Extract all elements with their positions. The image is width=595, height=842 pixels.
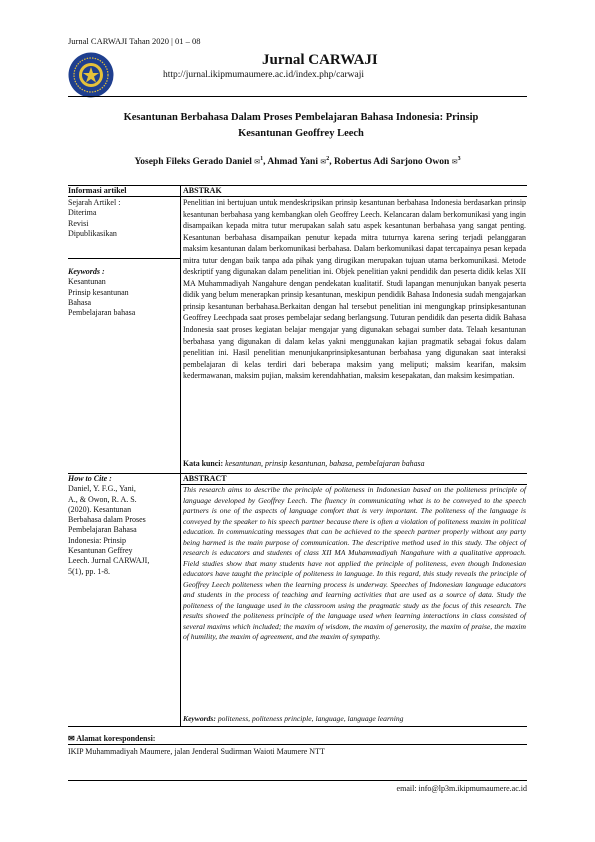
keywords-heading: Keywords : bbox=[68, 267, 105, 276]
kata-kunci-label: Kata kunci: bbox=[183, 459, 224, 468]
author-name: Yoseph Fileks Gerado Daniel bbox=[134, 157, 252, 168]
history-item: Dipublikasikan bbox=[68, 228, 117, 238]
kata-kunci bbox=[183, 459, 526, 468]
abstrak-text: Penelitian ini bertujuan untuk mendeskripsikan prinsip kesantunan berbahasa Indonesia berdasarkan prinsip kesantunan berbahasa yang kembangkan oleh Geoffrey Leech. Kelancaran dalam berkomunikasi yang ingin disampaikan kepada mitra tutur merupakan salah satu aspek kesantunan berbahasa yang sangat penting. Kesantunan berbahasa disampaikan penutur kepada mitra tuturnya karena sering terjadi pelanggaran maksim kesantunan dalam berkomunikasi berbahasa. Dalam berkomunikasi dapat tercapainya pesan kepada mitra tutur dengan baik tanpa ada pihak yang dirugikan merupakan tujuan utama berkomunikasi. Metode deskriptif yang digunakan dalam penelitian ini. Objek penelitian yakni pendidik dan peserta didik kelas XII MA Muhammadiyah Nangahure dengan pendekatan kualitatif. Studi lapangan menunjukan banyak peserta didik yang belum menerapkan prinsip kesantunan, meskipun pendidik Bahasa Indonesia sudah mengajarkan prinsip kesantunan berbahasa.Berkaitan dengan hal tersebut penelitian ini mengungkap prinsipkesantunan Geoffrey Leechpada saat proses pembelajar sedang berlangsung. Tuturan pendidik dan peserta didik Bahasa Indonesia saat proses kegiatan belajar mengajar yang digunakan sebagai sumber data. Telaah kesantunan berbahasa yang digunakan di dalam kelas yakni menggunakan kajian pragmatik sebagai fokus dalam penelitian ini. Hasil penelitian menunjukanprinsipkesantunan berbahasa yang digunakan saat interaksi pembelajaran di kelas terdiri dari beberapa maksim yang meliputi; maksim kearifan, maksim kedermawanan, maksim pujian, maksim kerendahhatian, maksim kesepakatan, dan maksim kesimpatian. bbox=[183, 198, 526, 381]
keyword-item: Prinsip kesantunan bbox=[68, 287, 129, 297]
abstract-text: This research aims to describe the principle of politeness in Indonesian based on the politeness principle of language developed by Geoffrey Leech. The fluency in communicating what is to be conveyed to the speech partners is one of the aspects of language comfort that is very important. The politeness of the language is conveyed by the speaker to his speech partner because there is often a violation of politeness maxim in political education. In communicating messages that can be achieved to the speech partner properly without any party being harmed is the main purpose of communication. The descriptive method used in this study. The object of research is educators and students of class XII MA Muhammadiyah Nangahure with a qualitative approach. Field studies show that many students have not applied the principle of politeness, even though Indonesian educators have taught the principle of politeness in language. In this regard, this study reveals the principle of Geoffrey Leech politeness when the learning process is underway. Speeches of Indonesian language educators and students in the process of teaching and learning activities that are used as a source of data. Study the politeness of the language used in the classroom using the pragmatic study as the focus of this research. The results showed the politeness principle of the language used when learning interactions in class consisted of several maxims which included; the maxim of wisdom, the maxim of generosity, the maxim of praise, the maxim of humility, the maxim of agreement, and the maxim of sympathy. bbox=[183, 485, 526, 641]
how-to-cite-heading: How to Cite : bbox=[68, 474, 112, 483]
journal-url[interactable]: http://jurnal.ikipmumaumere.ac.id/index.php/carwaji bbox=[163, 70, 365, 80]
author-name: Robertus Adi Sarjono Owon bbox=[333, 157, 450, 168]
keyword-item: Bahasa bbox=[68, 297, 92, 307]
envelope-icon: ✉ bbox=[451, 158, 458, 167]
correspondence-heading-row bbox=[68, 734, 155, 743]
keywords-en bbox=[183, 714, 526, 723]
author-separator: , bbox=[329, 157, 334, 168]
title-line-1: Kesantunan Berbahasa Dalam Proses Pembelajaran Bahasa Indonesia: Prinsip bbox=[123, 112, 479, 123]
footer-rule bbox=[68, 780, 527, 781]
keywords-en-label: Keywords: bbox=[183, 714, 216, 723]
journal-title: Jurnal CARWAJI bbox=[262, 52, 378, 68]
how-to-cite bbox=[68, 474, 176, 577]
cite-line: Kesantunan Geffrey bbox=[68, 546, 133, 556]
cite-line: Indonesia: Prinsip bbox=[68, 535, 126, 545]
header-rule bbox=[68, 96, 527, 97]
table-top-rule bbox=[68, 185, 527, 186]
title-line-2: Kesantunan Geoffrey Leech bbox=[238, 128, 364, 139]
contact-email[interactable]: email: info@lp3m.ikipmumaumere.ac.id bbox=[396, 784, 527, 793]
cite-line: Leech. Jurnal CARWAJI, bbox=[68, 556, 150, 566]
author-affiliation: 3 bbox=[457, 156, 461, 162]
article-title bbox=[96, 110, 506, 142]
correspondence-rule bbox=[68, 744, 527, 745]
keywords-en-text: politeness, politeness principle, language, language learning bbox=[217, 714, 404, 723]
author-name: Ahmad Yani bbox=[267, 157, 318, 168]
abstract-heading: ABSTRACT bbox=[183, 474, 227, 483]
left-divider-rule bbox=[68, 258, 180, 259]
abstrak-heading: ABSTRAK bbox=[183, 186, 222, 195]
history-item: Revisi bbox=[68, 218, 89, 228]
keywords-block bbox=[68, 267, 176, 318]
keyword-item: Kesantunan bbox=[68, 277, 106, 287]
cite-line: A., & Owon, R. A. S. bbox=[68, 494, 137, 504]
correspondence-address: IKIP Muhammadiyah Maumere, jalan Jenderal Sudirman Waioti Maumere NTT bbox=[68, 747, 325, 756]
author-affiliation: 1 bbox=[260, 156, 264, 162]
article-info-heading: Informasi artikel bbox=[68, 186, 127, 195]
university-seal-logo bbox=[68, 52, 114, 98]
author-separator: , bbox=[263, 157, 268, 168]
envelope-icon: ✉ bbox=[320, 158, 327, 167]
envelope-icon: ✉ bbox=[254, 158, 261, 167]
cite-line: Berbahasa dalam Proses bbox=[68, 515, 146, 525]
author-list bbox=[68, 156, 527, 167]
kata-kunci-text: kesantunan, prinsip kesantunan, bahasa, pembelajaran bahasa bbox=[225, 459, 425, 468]
envelope-icon: ✉ bbox=[68, 734, 75, 743]
article-history bbox=[68, 198, 176, 239]
cite-line: (2020). Kesantunan bbox=[68, 504, 132, 514]
running-header: Jurnal CARWAJI Tahan 2020 | 01 – 08 bbox=[68, 36, 201, 46]
correspondence-heading: Alamat korespondensi: bbox=[76, 734, 156, 743]
author-affiliation: 2 bbox=[326, 156, 330, 162]
column-divider bbox=[180, 185, 181, 726]
cite-line: Pembelajaran Bahasa bbox=[68, 525, 137, 535]
history-item: Sejarah Artikel : bbox=[68, 198, 121, 207]
cite-line: 5(1), pp. 1-8. bbox=[68, 566, 110, 576]
history-item: Diterima bbox=[68, 208, 97, 218]
keyword-item: Pembelajaran bahasa bbox=[68, 308, 136, 318]
cite-line: Daniel, Y. F.G., Yani, bbox=[68, 484, 136, 494]
table-bottom-rule bbox=[68, 726, 527, 727]
